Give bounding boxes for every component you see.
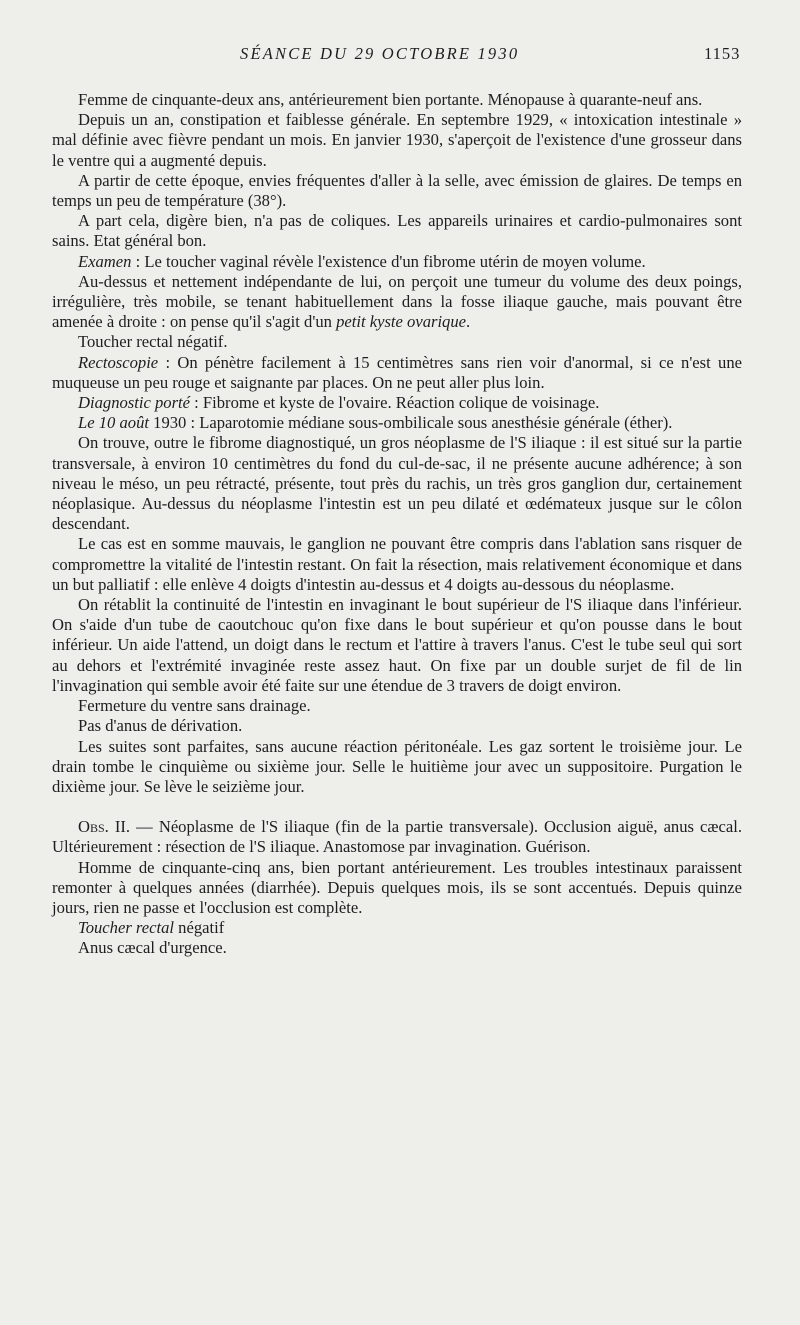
italic-phrase: petit kyste ovarique bbox=[336, 312, 467, 332]
page-header bbox=[0, 44, 800, 68]
paragraph: Le cas est en somme mauvais, le ganglion ne pouvant être compris dans l'ablation sans risquer de compromettre la vitalité de l'intestin restant. On fait la résection, mais relativement économique et dans un but palliatif : elle enlève 4 doigts d'intestin au-dessus et 4 doigts au-dessous du néoplasme. bbox=[52, 534, 742, 594]
section-spacer bbox=[52, 797, 742, 817]
paragraph: Anus cæcal d'urgence. bbox=[78, 938, 227, 958]
running-title: SÉANCE DU 29 OCTOBRE 1930 bbox=[240, 44, 520, 63]
italic-lead: Examen bbox=[78, 251, 132, 271]
italic-lead: Toucher rectal bbox=[78, 918, 175, 938]
paragraph: Femme de cinquante-deux ans, antérieurement bien portante. Ménopause à quarante-neuf ans. bbox=[78, 90, 703, 109]
italic-lead: Le 10 août bbox=[78, 413, 149, 433]
paragraph: Diagnostic porté : Fibrome et kyste de l'ovaire. Réaction colique de voisinage. bbox=[78, 393, 600, 413]
paragraph: A part cela, digère bien, n'a pas de coliques. Les appareils urinaires et cardio-pulmonaires sont sains. Etat général bon. bbox=[52, 211, 742, 251]
paragraph: Homme de cinquante-cinq ans, bien portant antérieurement. Les troubles intestinaux paraissent remonter à quelques années (diarrhée). Depuis quelques mois, ils se sont accentués. Depuis quinze jours, rien ne passe et l'occlusion est complète. bbox=[52, 857, 742, 917]
observation-heading-paragraph: Obs. II. — Néoplasme de l'S iliaque (fin de la partie transversale). Occlusion aiguë, anus cæcal. Ultérieurement : résection de l'S iliaque. Anastomose par invagination. Guérison. bbox=[52, 817, 742, 857]
paragraph: On rétablit la continuité de l'intestin en invaginant le bout supérieur de l'S iliaque dans l'inférieur. On s'aide d'un tube de caoutchouc qu'on fixe dans le bout supérieur et qu'on pousse dans le bout inférieur. Un aide l'attend, un doigt dans le rectum et l'attire à travers l'anus. C'est le tube seul qui sort au dehors et l'extrémité invaginée reste assez haut. On fixe par un double surjet de fil de lin l'invagination qui semble avoir été faite sur une étendue de 3 travers de doigt environ. bbox=[52, 595, 742, 695]
body-text bbox=[52, 90, 742, 959]
paragraph: Depuis un an, constipation et faiblesse générale. En septembre 1929, « intoxication intestinale » mal définie avec fièvre pendant un mois. En janvier 1930, s'aperçoit de l'existence d'une grosseur dans le ventre qui a augmenté depuis. bbox=[52, 110, 742, 170]
paragraph: Toucher rectal négatif bbox=[78, 918, 225, 938]
italic-lead: Diagnostic porté bbox=[78, 393, 190, 413]
paragraph: Pas d'anus de dérivation. bbox=[78, 716, 243, 736]
paragraph: Examen : Le toucher vaginal révèle l'existence d'un fibrome utérin de moyen volume. bbox=[78, 251, 646, 271]
paragraph: Fermeture du ventre sans drainage. bbox=[78, 696, 311, 716]
italic-lead: Rectoscopie bbox=[78, 352, 159, 372]
paragraph: Au-dessus et nettement indépendante de lui, on perçoit une tumeur du volume des deux poings, irrégulière, très mobile, se tenant habituellement dans la fosse iliaque gauche, mais pouvant être amenée à droite : on pense qu'il s'agit d'un petit kyste ovarique. bbox=[52, 271, 742, 332]
paragraph: A partir de cette époque, envies fréquentes d'aller à la selle, avec émission de glaires. De temps en temps un peu de température (38°). bbox=[52, 170, 742, 211]
paragraph: Toucher rectal négatif. bbox=[78, 332, 228, 352]
paragraph: Les suites sont parfaites, sans aucune réaction péritonéale. Les gaz sortent le troisième jour. Le drain tombe le cinquième ou sixième jour. Selle le huitième jour avec un suppositoire. Purgation le dixième jour. Se lève le seizième jour. bbox=[52, 736, 742, 796]
paragraph: Le 10 août 1930 : Laparotomie médiane sous-ombilicale sous anesthésie générale (éther). bbox=[78, 413, 673, 433]
observation-label: Obs. II. bbox=[78, 817, 131, 837]
paragraph: Rectoscopie : On pénètre facilement à 15 centimètres sans rien voir d'anormal, si ce n'est une muqueuse un peu rouge et saignante par places. On ne peut aller plus loin. bbox=[52, 352, 742, 392]
page-number: 1153 bbox=[704, 44, 741, 63]
paragraph: On trouve, outre le fibrome diagnostiqué, un gros néoplasme de l'S iliaque : il est situé sur la partie transversale, à environ 10 centimètres du fond du cul-de-sac, il ne présente aucune adhérence; à son niveau le méso, un peu rétracté, présente, tout près du rachis, un très gros ganglion dur, certainement néoplasique. Au-dessus du néoplasme l'intestin est un peu dilaté et œdémateux jusque sur le côlon descendant. bbox=[52, 433, 742, 534]
